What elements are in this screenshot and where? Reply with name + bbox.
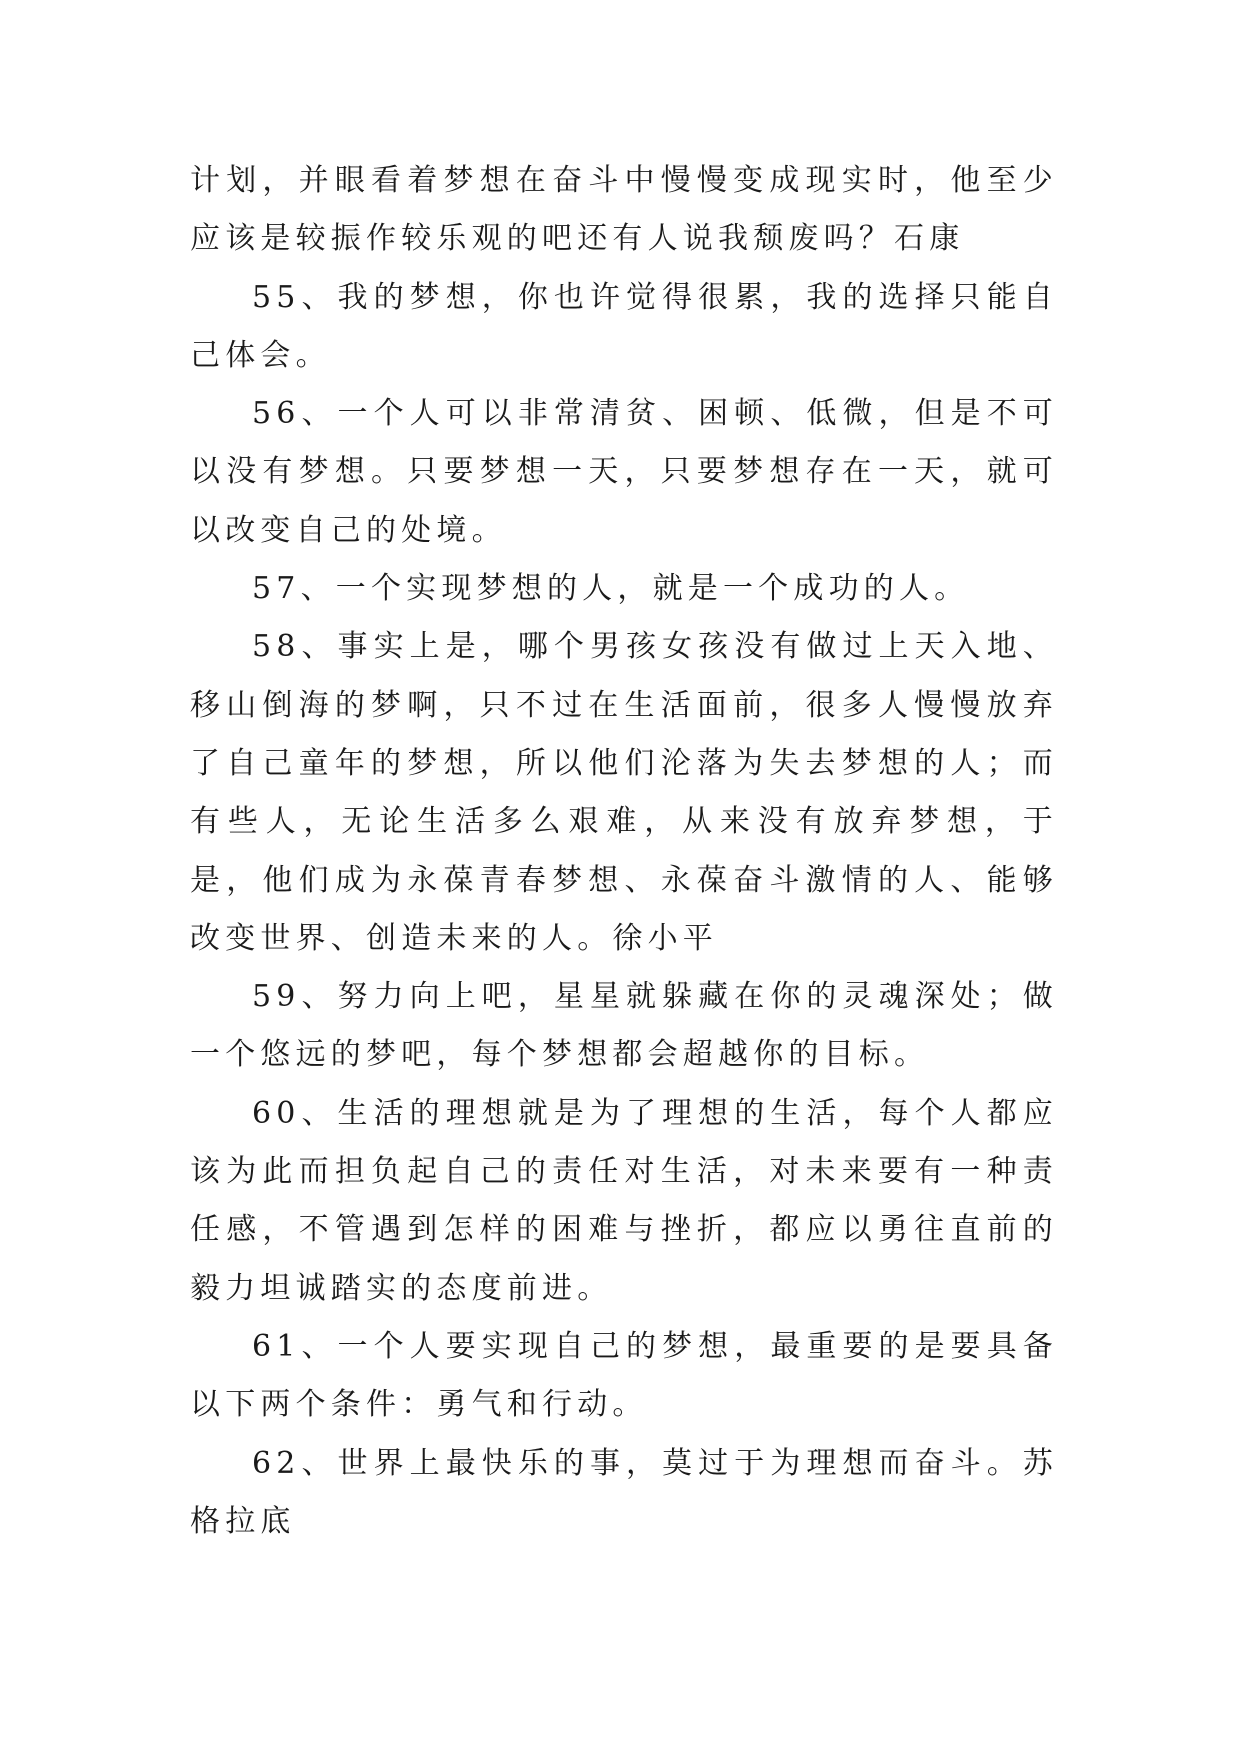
paragraph-quote-58: 58、事实上是，哪个男孩女孩没有做过上天入地、移山倒海的梦啊，只不过在生活面前，很多人慢慢放弃了自己童年的梦想，所以他们沦落为失去梦想的人；而有些人，无论生活多么艰难，从来没有放弃梦想，于是，他们成为永葆青春梦想、永葆奋斗激情的人、能够改变世界、创造未来的人。徐小平 [190,629,1058,956]
paragraph-quote-56: 56、一个人可以非常清贫、困顿、低微，但是不可以没有梦想。只要梦想一天，只要梦想存在一天，就可以改变自己的处境。 [190,396,1058,548]
document-body [190,152,1058,1551]
paragraph-quote-60: 60、生活的理想就是为了理想的生活，每个人都应该为此而担负起自己的责任对生活，对未来要有一种责任感，不管遇到怎样的困难与挫折，都应以勇往直前的毅力坦诚踏实的态度前进。 [190,1095,1058,1306]
paragraph-quote-57: 57、一个实现梦想的人，就是一个成功的人。 [252,571,970,607]
paragraph-quote-59: 59、努力向上吧，星星就躲藏在你的灵魂深处；做一个悠远的梦吧，每个梦想都会超越你的目标。 [190,979,1058,1073]
paragraph-quote-55: 55、我的梦想，你也许觉得很累，我的选择只能自己体会。 [190,279,1058,373]
paragraph-quote-62: 62、世界上最快乐的事，莫过于为理想而奋斗。苏格拉底 [190,1445,1058,1539]
paragraph-continuation: 计划，并眼看着梦想在奋斗中慢慢变成现实时，他至少应该是较振作较乐观的吧还有人说我颓废吗？石康 [190,163,1058,257]
paragraph-quote-61: 61、一个人要实现自己的梦想，最重要的是要具备以下两个条件：勇气和行动。 [190,1328,1058,1423]
